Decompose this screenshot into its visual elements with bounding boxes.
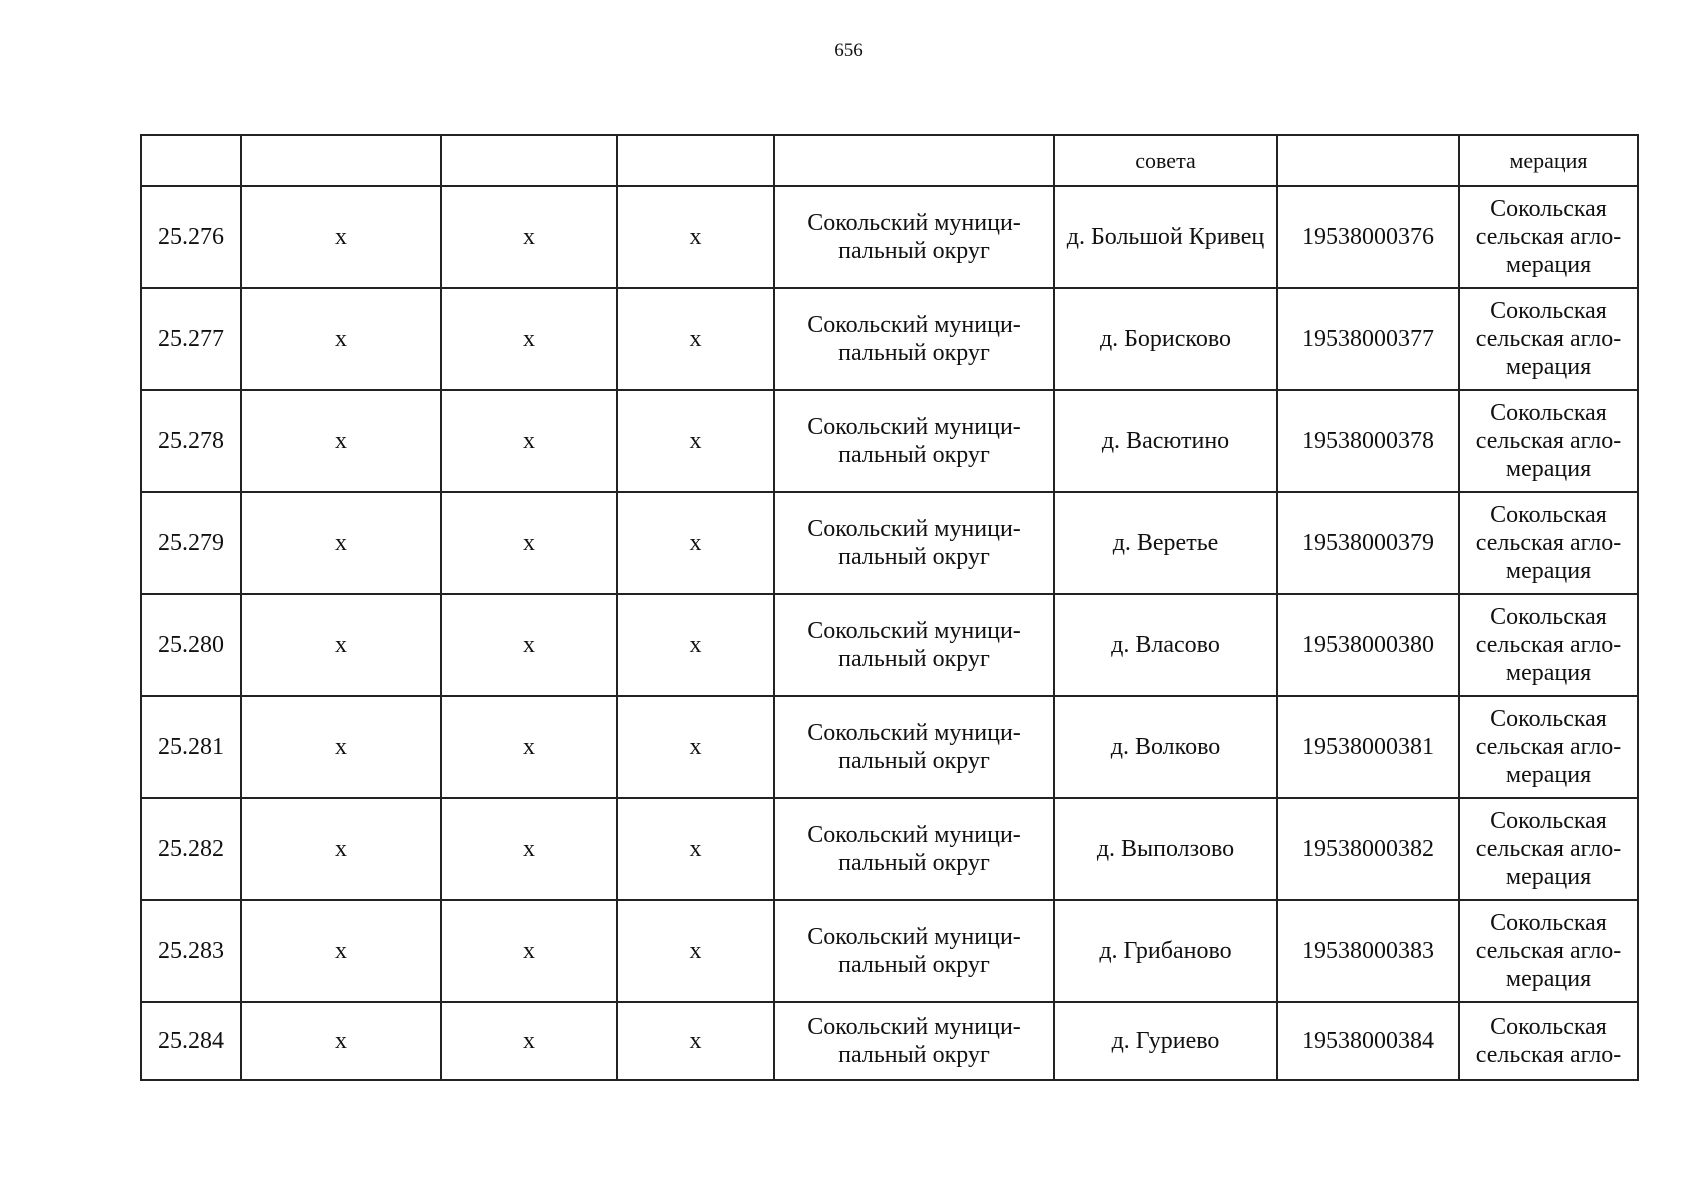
agglomeration-cell-line: Сокольская <box>1490 808 1607 834</box>
header-cell-settlement: совета <box>1054 135 1277 186</box>
agglomeration-cell <box>1459 594 1638 696</box>
settlement-cell: д. Борисково <box>1054 288 1277 390</box>
cell-x-2: х <box>241 492 441 594</box>
cell-x-4: х <box>617 900 774 1002</box>
agglomeration-cell-line: сельская агло- <box>1475 428 1622 454</box>
agglomeration-cell-line: Сокольская <box>1490 502 1607 528</box>
cell-x-4: х <box>617 1002 774 1080</box>
agglomeration-cell-line: Сокольская <box>1490 706 1607 732</box>
row-number-cell: 25.276 <box>141 186 241 288</box>
cell-x-4: х <box>617 696 774 798</box>
code-cell: 19538000378 <box>1277 390 1459 492</box>
code-cell: 19538000376 <box>1277 186 1459 288</box>
cell-x-3: х <box>441 186 617 288</box>
district-cell-line: Сокольский муници- <box>807 414 1021 440</box>
table-row <box>141 1002 1638 1080</box>
header-cell-4 <box>617 135 774 186</box>
agglomeration-cell <box>1459 186 1638 288</box>
district-cell-line: пальный округ <box>838 748 990 774</box>
cell-x-4: х <box>617 288 774 390</box>
district-cell-line: пальный округ <box>838 952 990 978</box>
district-cell-line: пальный округ <box>838 850 990 876</box>
district-cell-line: пальный округ <box>838 1042 990 1068</box>
cell-x-4: х <box>617 798 774 900</box>
district-cell-line: пальный округ <box>838 442 990 468</box>
agglomeration-cell-line: мерация <box>1505 966 1592 992</box>
agglomeration-cell <box>1459 288 1638 390</box>
table-row <box>141 594 1638 696</box>
district-cell-line: Сокольский муници- <box>807 312 1021 338</box>
district-cell-line: Сокольский муници- <box>807 618 1021 644</box>
cell-x-3: х <box>441 900 617 1002</box>
row-number-cell: 25.277 <box>141 288 241 390</box>
agglomeration-cell-line: сельская агло- <box>1475 632 1622 658</box>
agglomeration-cell-line: Сокольская <box>1490 196 1607 222</box>
agglomeration-cell <box>1459 390 1638 492</box>
agglomeration-cell-line: сельская агло- <box>1475 224 1622 250</box>
agglomeration-cell-line: Сокольская <box>1490 298 1607 324</box>
settlement-cell: д. Большой Кривец <box>1054 186 1277 288</box>
district-cell <box>774 798 1054 900</box>
agglomeration-cell <box>1459 798 1638 900</box>
cell-x-2: х <box>241 798 441 900</box>
row-number-cell: 25.282 <box>141 798 241 900</box>
code-cell: 19538000384 <box>1277 1002 1459 1080</box>
settlement-cell: д. Васютино <box>1054 390 1277 492</box>
district-cell-line: Сокольский муници- <box>807 720 1021 746</box>
district-cell-line: Сокольский муници- <box>807 924 1021 950</box>
page-number: 656 <box>834 40 863 61</box>
row-number-cell: 25.283 <box>141 900 241 1002</box>
cell-x-3: х <box>441 696 617 798</box>
district-cell <box>774 594 1054 696</box>
code-cell: 19538000380 <box>1277 594 1459 696</box>
header-cell-district <box>774 135 1054 186</box>
district-cell <box>774 288 1054 390</box>
table-header-row <box>141 135 1638 186</box>
agglomeration-cell-line: Сокольская <box>1490 604 1607 630</box>
agglomeration-cell-line: Сокольская <box>1490 400 1607 426</box>
settlement-cell: д. Гуриево <box>1054 1002 1277 1080</box>
header-cell-2 <box>241 135 441 186</box>
cell-x-3: х <box>441 288 617 390</box>
cell-x-3: х <box>441 1002 617 1080</box>
row-number-cell: 25.279 <box>141 492 241 594</box>
agglomeration-cell <box>1459 492 1638 594</box>
agglomeration-cell-line: мерация <box>1505 762 1592 788</box>
code-cell: 19538000379 <box>1277 492 1459 594</box>
cell-x-3: х <box>441 594 617 696</box>
district-cell-line: пальный округ <box>838 544 990 570</box>
settlement-cell: д. Грибаново <box>1054 900 1277 1002</box>
cell-x-2: х <box>241 696 441 798</box>
agglomeration-cell-line: мерация <box>1505 864 1592 890</box>
agglomeration-cell <box>1459 900 1638 1002</box>
table-row <box>141 492 1638 594</box>
table-row <box>141 390 1638 492</box>
cell-x-3: х <box>441 492 617 594</box>
table-row <box>141 696 1638 798</box>
agglomeration-cell-line: сельская агло- <box>1475 938 1622 964</box>
cell-x-4: х <box>617 594 774 696</box>
agglomeration-cell <box>1459 696 1638 798</box>
district-cell-line: пальный округ <box>838 340 990 366</box>
code-cell: 19538000383 <box>1277 900 1459 1002</box>
settlement-cell: д. Веретье <box>1054 492 1277 594</box>
district-cell-line: Сокольский муници- <box>807 822 1021 848</box>
header-cell-3 <box>441 135 617 186</box>
district-cell <box>774 1002 1054 1080</box>
district-cell-line: Сокольский муници- <box>807 1014 1021 1040</box>
district-cell <box>774 390 1054 492</box>
cell-x-3: х <box>441 390 617 492</box>
agglomeration-cell-line: Сокольская <box>1490 1014 1607 1040</box>
settlement-cell: д. Выползово <box>1054 798 1277 900</box>
agglomeration-cell-line: мерация <box>1505 660 1592 686</box>
row-number-cell: 25.284 <box>141 1002 241 1080</box>
code-cell: 19538000382 <box>1277 798 1459 900</box>
district-cell <box>774 186 1054 288</box>
cell-x-2: х <box>241 594 441 696</box>
agglomeration-cell-line: мерация <box>1505 456 1592 482</box>
agglomeration-cell-line: мерация <box>1505 252 1592 278</box>
header-cell-agglomeration: мерация <box>1459 135 1638 186</box>
cell-x-4: х <box>617 390 774 492</box>
row-number-cell: 25.280 <box>141 594 241 696</box>
cell-x-2: х <box>241 900 441 1002</box>
cell-x-4: х <box>617 492 774 594</box>
agglomeration-cell-line: мерация <box>1505 558 1592 584</box>
district-cell-line: пальный округ <box>838 646 990 672</box>
district-cell-line: пальный округ <box>838 238 990 264</box>
agglomeration-cell-line: мерация <box>1505 354 1592 380</box>
agglomeration-cell-line: сельская агло- <box>1475 1042 1622 1068</box>
cell-x-3: х <box>441 798 617 900</box>
settlements-table <box>140 134 1639 1081</box>
cell-x-2: х <box>241 1002 441 1080</box>
table-row <box>141 900 1638 1002</box>
district-cell <box>774 900 1054 1002</box>
header-cell-number <box>141 135 241 186</box>
cell-x-4: х <box>617 186 774 288</box>
row-number-cell: 25.278 <box>141 390 241 492</box>
cell-x-2: х <box>241 288 441 390</box>
cell-x-2: х <box>241 186 441 288</box>
agglomeration-cell-line: сельская агло- <box>1475 326 1622 352</box>
district-cell-line: Сокольский муници- <box>807 210 1021 236</box>
agglomeration-cell <box>1459 1002 1638 1080</box>
settlement-cell: д. Власово <box>1054 594 1277 696</box>
code-cell: 19538000381 <box>1277 696 1459 798</box>
district-cell-line: Сокольский муници- <box>807 516 1021 542</box>
district-cell <box>774 492 1054 594</box>
table-body <box>141 135 1638 1080</box>
row-number-cell: 25.281 <box>141 696 241 798</box>
agglomeration-cell-line: Сокольская <box>1490 910 1607 936</box>
table-row <box>141 288 1638 390</box>
agglomeration-cell-line: сельская агло- <box>1475 836 1622 862</box>
settlement-cell: д. Волково <box>1054 696 1277 798</box>
agglomeration-cell-line: сельская агло- <box>1475 734 1622 760</box>
agglomeration-cell-line: сельская агло- <box>1475 530 1622 556</box>
table-row <box>141 798 1638 900</box>
cell-x-2: х <box>241 390 441 492</box>
district-cell <box>774 696 1054 798</box>
table-row <box>141 186 1638 288</box>
code-cell: 19538000377 <box>1277 288 1459 390</box>
header-cell-code <box>1277 135 1459 186</box>
